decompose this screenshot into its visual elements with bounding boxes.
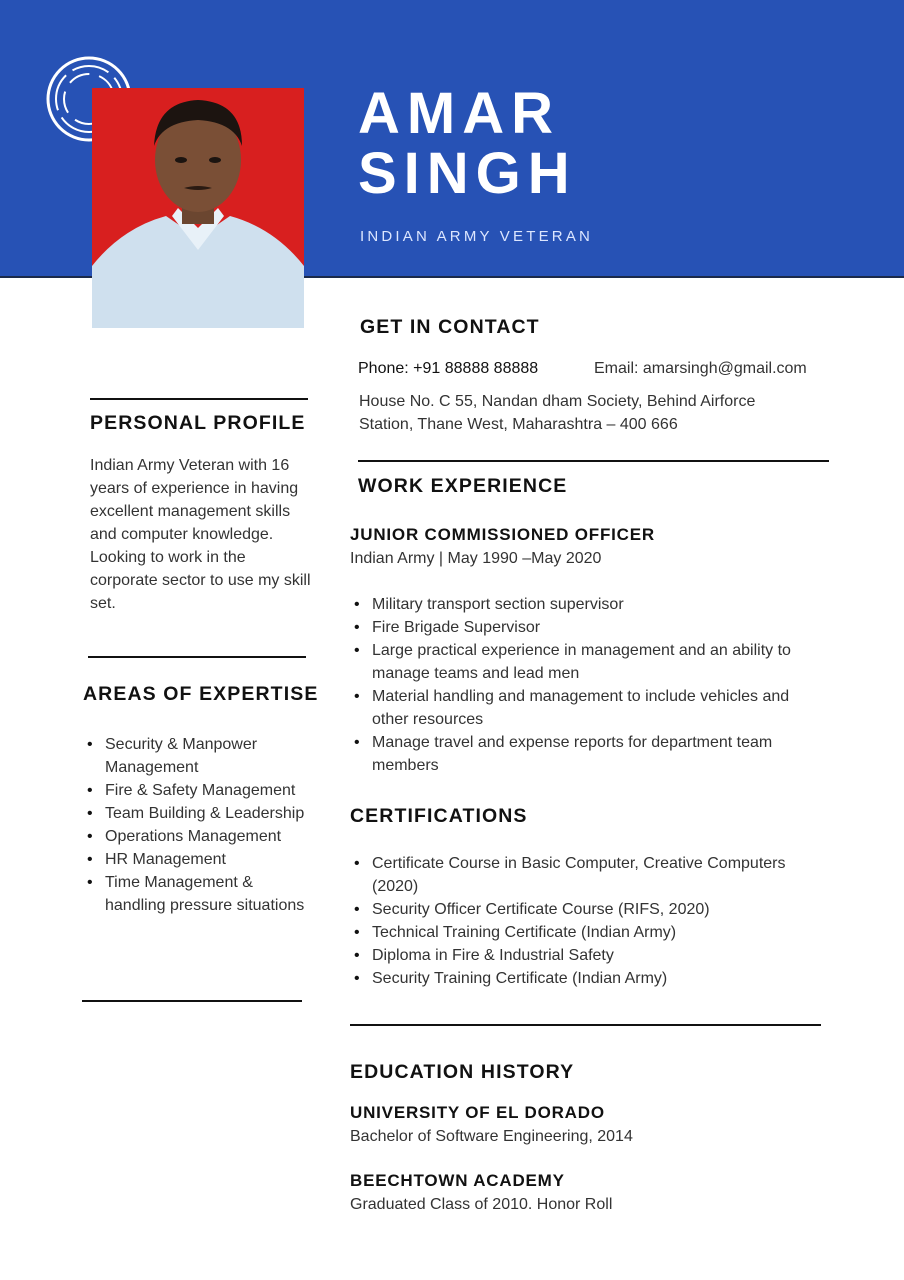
divider (88, 656, 306, 658)
job-title: JUNIOR COMMISSIONED OFFICER (350, 525, 655, 544)
list-item: • Large practical experience in management and an ability to manage teams and lead men (350, 639, 828, 685)
list-item: • Material handling and management to include vehicles and other resources (350, 685, 828, 731)
school-name: BEECHTOWN ACADEMY (350, 1171, 565, 1190)
email-text: Email: amarsingh@gmail.com (594, 360, 807, 377)
list-item: • Security & Manpower Management (83, 733, 315, 779)
address-text: House No. C 55, Nandan dham Society, Behind Airforce Station, Thane West, Maharashtra – 400 666 (359, 393, 756, 433)
divider (358, 460, 829, 462)
list-item: • Operations Management (83, 825, 315, 848)
list-item: • Fire & Safety Management (83, 779, 315, 802)
expertise-heading: AREAS OF EXPERTISE (83, 683, 319, 705)
list-item: • Team Building & Leadership (83, 802, 315, 825)
school-detail: Graduated Class of 2010. Honor Roll (350, 1196, 613, 1213)
list-item: • Technical Training Certificate (Indian Army) (350, 921, 828, 944)
contact-heading: GET IN CONTACT (360, 316, 540, 338)
divider (350, 1024, 821, 1026)
list-item: • Time Management & handling pressure situations (83, 871, 315, 917)
list-item: • Certificate Course in Basic Computer, Creative Computers (2020) (350, 852, 828, 898)
work-duties-list (350, 593, 828, 777)
list-item: • Fire Brigade Supervisor (350, 616, 828, 639)
personal-profile-text: Indian Army Veteran with 16 years of experience in having excellent management skills and computer knowledge. Looking to work in the corporate sector to use my skill set. (90, 457, 311, 612)
phone-text: Phone: +91 88888 88888 (358, 360, 539, 377)
list-item: • Military transport section supervisor (350, 593, 828, 616)
list-item: • Manage travel and expense reports for department team members (350, 731, 828, 777)
work-experience-heading: WORK EXPERIENCE (358, 475, 568, 497)
first-name: AMAR (358, 81, 560, 146)
expertise-list (83, 733, 315, 917)
certifications-list (350, 852, 828, 990)
divider (82, 1000, 302, 1002)
list-item: • HR Management (83, 848, 315, 871)
candidate-name (358, 81, 577, 206)
school-detail: Bachelor of Software Engineering, 2014 (350, 1128, 633, 1145)
profile-photo (92, 88, 304, 328)
list-item: • Diploma in Fire & Industrial Safety (350, 944, 828, 967)
job-subtitle: INDIAN ARMY VETERAN (360, 228, 594, 245)
list-item: • Security Officer Certificate Course (RIFS, 2020) (350, 898, 828, 921)
school-name: UNIVERSITY OF EL DORADO (350, 1103, 605, 1122)
education-heading: EDUCATION HISTORY (350, 1061, 575, 1083)
personal-profile-heading: PERSONAL PROFILE (90, 412, 306, 434)
last-name: SINGH (358, 141, 577, 206)
job-organization: Indian Army | May 1990 –May 2020 (350, 550, 602, 567)
divider (90, 398, 308, 400)
list-item: • Security Training Certificate (Indian Army) (350, 967, 828, 990)
certifications-heading: CERTIFICATIONS (350, 805, 528, 827)
